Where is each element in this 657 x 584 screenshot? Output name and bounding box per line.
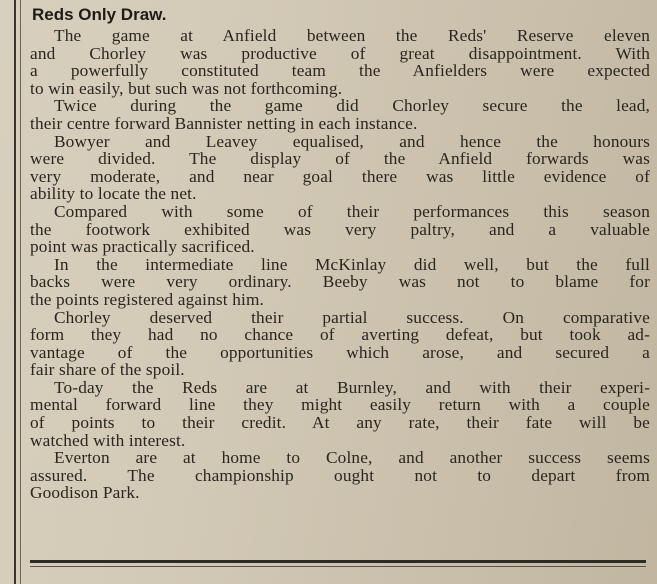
text-line: very moderate, and near goal there was little evidence of (30, 166, 650, 186)
text-line: The game at Anfield between the Reds' Reserve eleven (54, 26, 650, 45)
column-rule-left (14, 0, 16, 584)
text-line: backs were very ordinary. Beeby was not to blame for (30, 272, 650, 292)
text-line: fair share of the spoil. (30, 360, 185, 380)
paragraph-3 (30, 133, 650, 203)
text-line: In the intermediate line McKinlay did well, but the full (54, 254, 650, 274)
article-headline: Reds Only Draw. (32, 5, 167, 24)
column-rule-bottom-thin (30, 566, 646, 567)
text-line: watched with interest. (30, 430, 186, 450)
text-line: of points to their credit. At any rate, their fate will be (30, 413, 650, 433)
text-line: their centre forward Bannister netting in each instance. (30, 113, 418, 133)
column-rule-bottom (30, 560, 646, 563)
text-line: point was practically sacrificed. (30, 237, 255, 257)
text-line: Goodison Park. (30, 483, 140, 503)
paragraph-7 (30, 379, 650, 449)
text-line: the footwork exhibited was very paltry, and a valuable (30, 219, 650, 239)
text-line: were divided. The display of the Anfield forwards was (30, 149, 650, 169)
text-line: Chorley deserved their partial success. On comparative (54, 307, 650, 327)
text-line: ability to locate the net. (30, 184, 197, 204)
text-line: to win easily, but such was not forthcoming. (30, 78, 343, 98)
paragraph-1 (30, 27, 650, 97)
text-line: form they had no chance of averting defeat, but took ad- (30, 325, 650, 345)
text-line: Compared with some of their performances this season (54, 201, 650, 221)
text-line: the points registered against him. (30, 289, 265, 309)
text-line: and Chorley was productive of great disappointment. With (30, 43, 650, 63)
text-line: Everton are at home to Colne, and another success seems (54, 448, 650, 468)
text-line: Twice during the game did Chorley secure the lead, (54, 96, 650, 116)
paragraph-5 (30, 256, 650, 309)
text-line: Bowyer and Leavey equalised, and hence the honours (54, 131, 650, 151)
text-line: a powerfully constituted team the Anfielders were expected (30, 61, 650, 81)
paragraph-4 (30, 203, 650, 256)
text-line: assured. The championship ought not to depart from (30, 465, 650, 485)
text-line: vantage of the opportunities which arose, and secured a (30, 342, 650, 362)
article (30, 4, 650, 502)
paragraph-8 (30, 449, 650, 502)
paragraph-6 (30, 309, 650, 379)
paragraph-2 (30, 97, 650, 132)
text-line: To-day the Reds are at Burnley, and with their experi- (54, 377, 650, 397)
column-rule-left-thin (20, 0, 21, 584)
text-line: mental forward line they might easily return with a couple (30, 395, 650, 415)
